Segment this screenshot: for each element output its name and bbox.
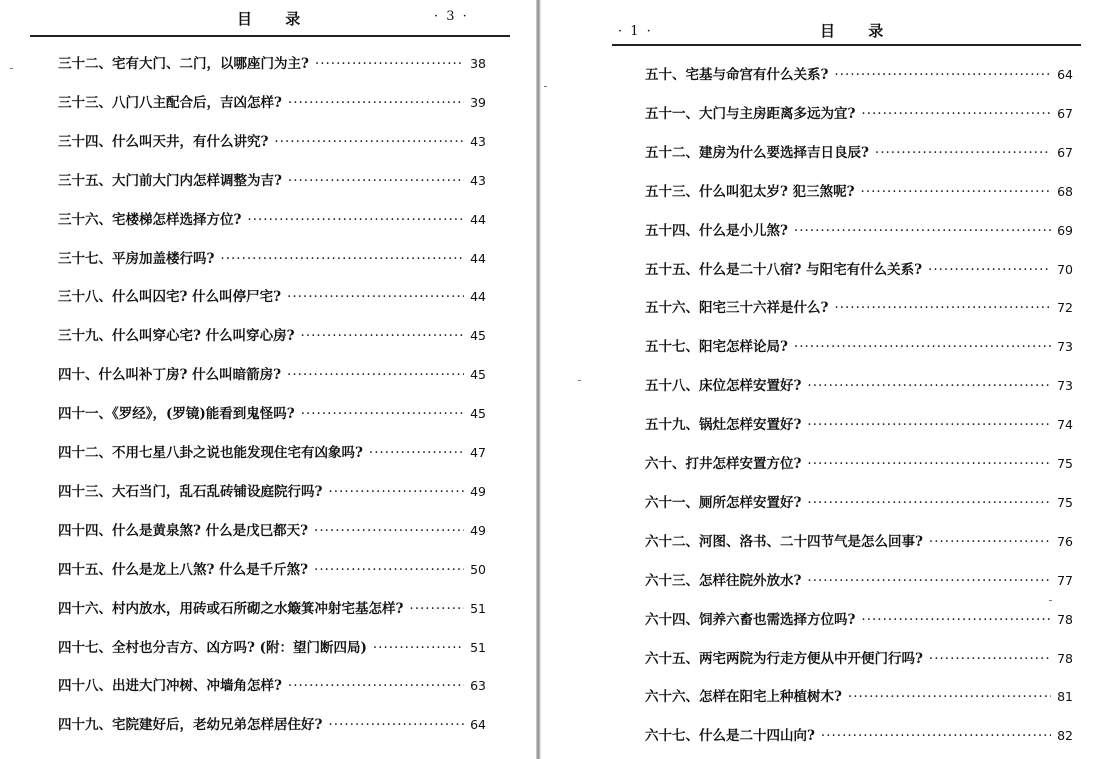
toc-dot-leader xyxy=(929,651,1051,667)
toc-dot-leader xyxy=(315,56,464,72)
toc-entry-title: 五十六、阳宅三十六祥是什么? xyxy=(645,300,829,317)
toc-entry-title: 四十六、村内放水，用砖或石所砌之水簸箕冲射宅基怎样? xyxy=(58,600,404,617)
toc-dot-leader xyxy=(288,678,464,694)
toc-entry xyxy=(645,102,1073,122)
toc-page-number: 51 xyxy=(470,600,486,616)
toc-entry-title: 四十五、什么是龙上八煞? 什么是千斤煞? xyxy=(58,561,309,578)
toc-page-number: 75 xyxy=(1057,456,1073,471)
toc-dot-leader xyxy=(328,717,464,733)
toc-dot-leader xyxy=(288,95,464,111)
toc-page-number: 44 xyxy=(470,211,486,227)
toc-entry-title: 三十七、平房加盖楼行吗? xyxy=(58,250,215,267)
toc-page-number: 47 xyxy=(470,445,486,460)
toc-entry-title: 六十三、怎样往院外放水? xyxy=(645,572,802,589)
toc-entry xyxy=(58,441,486,461)
toc-entry-title: 六十五、两宅两院为行走方便从中开便门行吗? xyxy=(645,650,923,667)
toc-dot-leader xyxy=(848,689,1051,705)
toc-dot-leader xyxy=(929,534,1051,550)
toc-entry xyxy=(58,597,486,617)
left-page xyxy=(0,0,536,759)
toc-entry-title: 四十二、不用七星八卦之说也能发现住宅有凶象吗? xyxy=(58,445,363,461)
toc-entry xyxy=(645,452,1073,472)
toc-dot-leader xyxy=(861,184,1052,200)
toc-page-number: 75 xyxy=(1057,494,1073,510)
page-number-marker: · 1 · xyxy=(618,24,653,39)
toc-entry xyxy=(58,52,486,72)
toc-dot-leader xyxy=(373,640,464,656)
toc-page-number: 51 xyxy=(470,639,486,655)
page-header-title: 目 录 xyxy=(237,10,315,28)
toc-page-number: 76 xyxy=(1057,533,1073,549)
toc-entry xyxy=(58,208,486,228)
toc-dot-leader xyxy=(301,406,464,422)
toc-entry xyxy=(645,685,1073,705)
toc-entry-title: 六十六、怎样在阳宅上种植树木? xyxy=(645,689,842,706)
toc-page-number: 74 xyxy=(1057,417,1073,433)
toc-entry xyxy=(58,130,486,150)
toc-entry xyxy=(58,247,486,267)
toc-dot-leader xyxy=(288,173,464,189)
toc-page-number: 70 xyxy=(1057,261,1073,277)
toc-entry xyxy=(58,324,486,344)
toc-dot-leader xyxy=(220,251,464,267)
toc-entry-title: 五十二、建房为什么要选择吉日良辰? xyxy=(645,144,869,161)
toc-entry-title: 六十、打井怎样安置方位? xyxy=(645,456,802,472)
toc-page-number: 72 xyxy=(1057,300,1073,316)
toc-entry-title: 六十四、饲养六畜也需选择方位吗? xyxy=(645,611,856,628)
toc-entry-title: 三十六、宅楼梯怎样选择方位? xyxy=(58,211,242,228)
toc-entry xyxy=(645,335,1073,355)
toc-entry xyxy=(645,258,1073,278)
toc-dot-leader xyxy=(807,495,1051,511)
page-header-title: 目 录 xyxy=(820,22,898,40)
toc-entry-title: 六十二、河图、洛书、二十四节气是怎么回事? xyxy=(645,533,923,550)
toc-page-number: 69 xyxy=(1057,222,1073,238)
toc-entry-title: 三十三、八门八主配合后，吉凶怎样? xyxy=(58,94,282,111)
toc-entry-title: 三十八、什么叫囚宅? 什么叫停尸宅? xyxy=(58,289,282,306)
toc-entry xyxy=(58,285,486,305)
toc-page-number: 63 xyxy=(470,678,486,694)
toc-entry xyxy=(58,402,486,422)
toc-dot-leader xyxy=(861,106,1051,122)
toc-dot-leader xyxy=(928,262,1051,278)
toc-page-number: 45 xyxy=(470,328,486,344)
page-number-marker: · 3 · xyxy=(434,9,469,24)
toc-entry-title: 五十五、什么是二十八宿? 与阳宅有什么关系? xyxy=(645,261,923,278)
toc-dot-leader xyxy=(807,378,1051,394)
toc-entry-title: 四十一、《罗经》，(罗镜)能看到鬼怪吗? xyxy=(58,406,295,423)
toc-page-number: 73 xyxy=(1057,339,1073,355)
toc-entry xyxy=(58,713,486,733)
toc-page-number: 45 xyxy=(470,367,486,383)
toc-entry-title: 三十二、宅有大门、二门，以哪座门为主? xyxy=(58,56,309,72)
toc-entry xyxy=(645,724,1073,744)
toc-page-number: 49 xyxy=(470,483,486,499)
toc-entry xyxy=(645,180,1073,200)
toc-entry-title: 四十九、宅院建好后，老幼兄弟怎样居住好? xyxy=(58,717,323,734)
toc-page-number: 67 xyxy=(1057,105,1073,121)
toc-entry xyxy=(645,569,1073,589)
toc-entry-title: 五十、宅基与命宫有什么关系? xyxy=(645,67,829,83)
toc-page-number: 49 xyxy=(470,522,486,538)
toc-entry xyxy=(645,63,1073,83)
toc-entry xyxy=(58,480,486,500)
toc-dot-leader xyxy=(314,523,464,539)
toc-dot-leader xyxy=(247,212,464,228)
toc-page-number: 78 xyxy=(1057,611,1073,627)
toc-entry-title: 四十八、出进大门冲树、冲墙角怎样? xyxy=(58,678,282,695)
toc-dot-leader xyxy=(834,300,1051,316)
scan-speck xyxy=(578,380,581,381)
toc-entry xyxy=(645,141,1073,161)
toc-dot-leader xyxy=(861,612,1051,628)
toc-dot-leader xyxy=(807,573,1051,589)
toc-entry-title: 四十、什么叫补丁房? 什么叫暗箭房? xyxy=(58,367,282,384)
toc-entry xyxy=(645,491,1073,511)
toc-dot-leader xyxy=(807,417,1051,433)
toc-entry xyxy=(58,636,486,656)
scan-speck xyxy=(1049,600,1052,601)
toc-dot-leader xyxy=(274,134,464,150)
toc-page-number: 81 xyxy=(1057,689,1073,705)
toc-page-number: 50 xyxy=(470,561,486,577)
toc-dot-leader xyxy=(314,562,464,578)
toc-page-number: 45 xyxy=(470,406,486,422)
toc-entry-title: 六十七、什么是二十四山向? xyxy=(645,728,815,745)
toc-dot-leader xyxy=(834,67,1051,83)
toc-entry xyxy=(645,530,1073,550)
toc-entry xyxy=(645,647,1073,667)
toc-page-number: 73 xyxy=(1057,378,1073,394)
header-rule xyxy=(30,35,510,37)
toc-entry-title: 五十三、什么叫犯太岁? 犯三煞呢? xyxy=(645,183,855,200)
toc-entry xyxy=(58,674,486,694)
toc-page-number: 77 xyxy=(1057,572,1073,588)
toc-entry-title: 四十四、什么是黄泉煞? 什么是戊巳都天? xyxy=(58,522,309,539)
toc-entry xyxy=(58,91,486,111)
toc-entry xyxy=(58,558,486,578)
toc-dot-leader xyxy=(875,145,1051,161)
toc-page-number: 82 xyxy=(1057,728,1073,744)
toc-entry-title: 五十四、什么是小儿煞? xyxy=(645,222,788,239)
toc-page-number: 43 xyxy=(470,133,486,149)
toc-dot-leader xyxy=(807,456,1051,472)
toc-dot-leader xyxy=(287,367,464,383)
toc-entry-title: 三十九、什么叫穿心宅? 什么叫穿心房? xyxy=(58,328,295,345)
right-page xyxy=(541,0,1099,759)
toc-entry xyxy=(645,608,1073,628)
toc-entry xyxy=(58,363,486,383)
toc-page-number: 38 xyxy=(470,56,486,71)
toc-page-number: 39 xyxy=(470,94,486,110)
toc-entry-title: 五十九、锅灶怎样安置好? xyxy=(645,417,802,434)
header-rule xyxy=(612,44,1081,46)
toc-entry-title: 四十七、全村也分吉方、凶方吗? (附：望门断四局) xyxy=(58,639,367,656)
toc-entry-title: 六十一、厕所怎样安置好? xyxy=(645,494,802,511)
toc-page-number: 67 xyxy=(1057,144,1073,160)
toc-dot-leader xyxy=(369,445,464,461)
toc-entry-title: 四十三、大石当门，乱石乱砖铺设庭院行吗? xyxy=(58,483,323,500)
toc-dot-leader xyxy=(287,289,464,305)
scan-speck xyxy=(10,68,13,69)
toc-entry xyxy=(645,413,1073,433)
toc-entry-title: 三十四、什么叫天井，有什么讲究? xyxy=(58,133,269,150)
scan-speck xyxy=(544,86,547,87)
toc-entry-title: 三十五、大门前大门内怎样调整为吉? xyxy=(58,172,282,189)
toc-dot-leader xyxy=(301,328,465,344)
toc-entry xyxy=(645,219,1073,239)
toc-entry xyxy=(645,296,1073,316)
toc-entry xyxy=(645,374,1073,394)
toc-page-number: 64 xyxy=(470,717,486,733)
toc-page-number: 78 xyxy=(1057,650,1073,666)
toc-page-number: 44 xyxy=(470,289,486,305)
toc-entry xyxy=(58,519,486,539)
toc-dot-leader xyxy=(794,223,1051,239)
toc-page-number: 44 xyxy=(470,250,486,266)
toc-dot-leader xyxy=(409,601,464,617)
toc-page-number: 64 xyxy=(1057,67,1073,82)
toc-entry xyxy=(58,169,486,189)
toc-dot-leader xyxy=(328,484,464,500)
toc-dot-leader xyxy=(794,339,1051,355)
toc-page-number: 43 xyxy=(470,172,486,188)
toc-page-number: 68 xyxy=(1057,183,1073,199)
toc-dot-leader xyxy=(821,728,1051,744)
toc-entry-title: 五十一、大门与主房距离多远为宜? xyxy=(645,105,856,122)
toc-entry-title: 五十八、床位怎样安置好? xyxy=(645,378,802,395)
toc-entry-title: 五十七、阳宅怎样论局? xyxy=(645,339,788,356)
